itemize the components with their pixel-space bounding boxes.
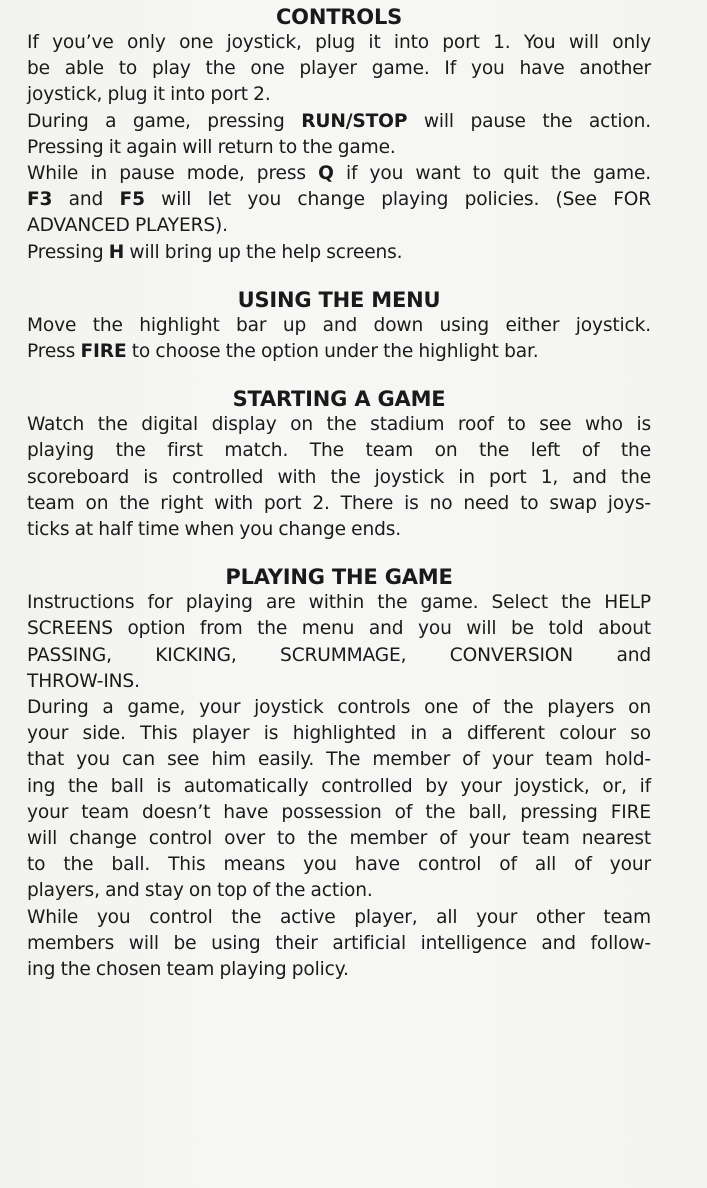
text-run: Pressing it again will return to the game. [27,136,396,158]
text-run: members will be using their artificial intelligence and follow- [27,932,651,954]
text-line [27,616,651,642]
section-paragraph [27,313,651,365]
text-line [27,339,651,365]
text-line [27,643,651,669]
bold-key-term: RUN/STOP [301,110,408,132]
text-line [27,931,651,957]
text-run: will let you change playing policies. (See FOR [144,189,651,211]
bold-key-term: F5 [119,189,145,211]
text-run: joystick, plug it into port 2. [27,84,271,106]
section-paragraph [27,30,651,266]
text-run: ing the ball is automatically controlled by your joystick, or, if [27,775,651,797]
text-line [27,721,651,747]
bold-key-term: Q [318,163,334,185]
text-line [27,313,651,339]
bold-key-term: H [108,241,125,263]
text-line [27,826,651,852]
text-run: ticks at half time when you change ends. [27,519,402,541]
text-run: Move the highlight bar up and down using either joystick. [27,314,651,336]
section-heading: STARTING A GAME [232,387,446,412]
text-run: if you want to quit the game. [333,163,652,185]
text-run: will bring up the help screens. [124,241,403,263]
text-line [27,878,651,904]
text-line [27,187,651,213]
text-line [27,905,651,931]
text-run: be able to play the one player game. If you have another [27,58,651,80]
bold-key-term: FIRE [80,341,127,363]
text-run: ing the chosen team playing policy. [27,959,349,981]
text-run: THROW-INS. [27,670,140,692]
section-controls [27,4,651,266]
text-run: Pressing [27,241,109,263]
text-line [27,491,651,517]
text-line [27,82,651,108]
text-line [27,465,651,491]
text-run: will pause the action. [407,110,651,132]
text-run: During a game, pressing [27,110,302,132]
text-run: SCREENS option from the menu and you will be told about [27,618,651,640]
text-line [27,669,651,695]
text-run: your team doesn’t have possession of the ball, pressing FIRE [27,801,651,823]
text-run: and [52,189,120,211]
text-run: that you can see him easily. The member of your team hold- [27,749,651,771]
section-heading: USING THE MENU [237,287,441,312]
section-heading: CONTROLS [275,5,403,29]
text-run: to choose the option under the highlight bar. [126,341,539,363]
text-run: If you’ve only one joystick, plug it into port 1. You will only [27,32,651,53]
text-run: team on the right with port 2. There is no need to swap joys- [27,492,651,514]
text-line [27,800,651,826]
text-line [27,774,651,800]
section-paragraph [27,412,651,543]
text-line [27,438,651,464]
text-line [27,517,651,543]
section-starting-a-game [27,386,651,543]
text-line [27,412,651,438]
text-line [27,30,651,56]
text-run: Watch the digital display on the stadium roof to see who is [27,414,651,436]
text-run: will change control over to the member of your team nearest [27,828,651,850]
text-run: playing the first match. The team on the left of the [27,440,651,462]
text-run: ADVANCED PLAYERS). [27,215,228,237]
text-run: During a game, your joystick controls one of the players on [27,697,651,719]
section-playing-the-game [27,564,651,983]
text-run: While you control the active player, all your other team [27,906,651,928]
bold-key-term: F3 [27,189,53,211]
text-run: scoreboard is controlled with the joystick in port 1, and the [27,466,651,488]
text-line [27,240,651,266]
text-line [27,590,651,616]
text-run: Instructions for playing are within the game. Select the HELP [27,592,651,614]
text-line [27,135,651,161]
text-run: players, and stay on top of the action. [27,880,373,902]
text-line [27,852,651,878]
text-run: your side. This player is highlighted in a different colour so [27,723,651,745]
section-using-the-menu [27,287,651,365]
section-heading: PLAYING THE GAME [225,565,453,590]
text-line [27,109,651,135]
text-run: PASSING, KICKING, SCRUMMAGE, CONVERSION and [27,644,651,666]
text-run: to the ball. This means you have control of all of your [27,854,651,876]
text-run: Press [27,341,81,363]
text-line [27,695,651,721]
text-run: While in pause mode, press [27,163,319,185]
text-line [27,161,651,187]
text-line [27,747,651,773]
text-line [27,56,651,82]
text-line [27,957,651,983]
section-paragraph [27,590,651,983]
text-line [27,213,651,239]
